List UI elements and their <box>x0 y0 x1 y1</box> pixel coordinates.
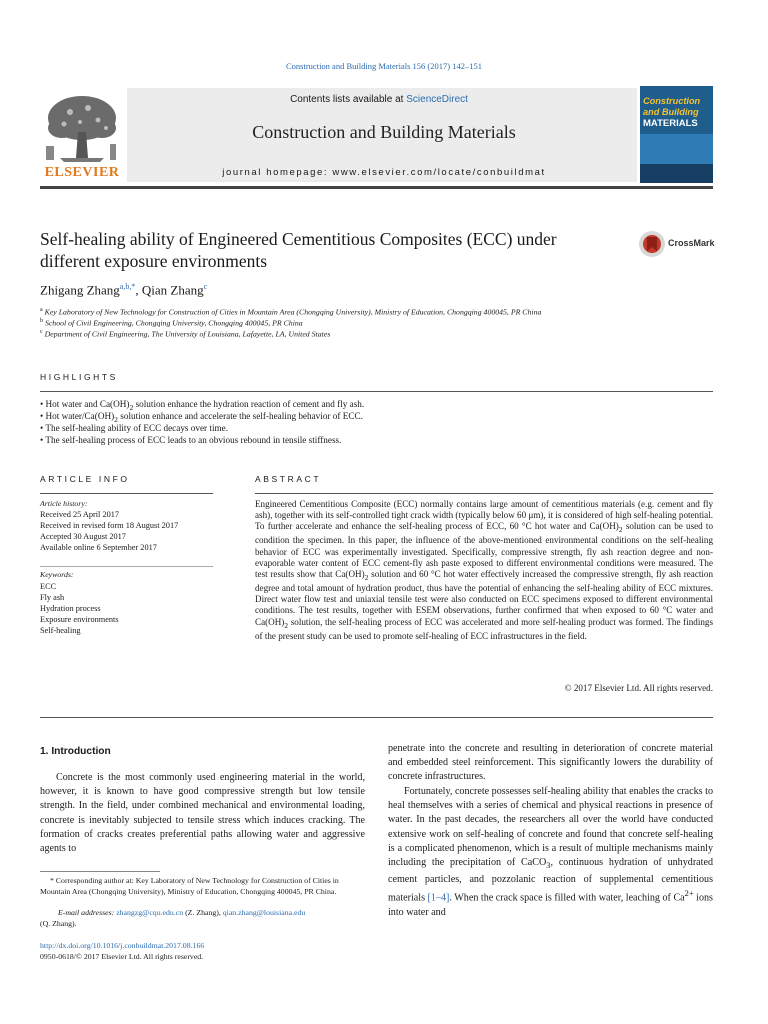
cover-band <box>640 134 713 164</box>
homepage-url-link[interactable]: www.elsevier.com/locate/conbuildmat <box>332 167 546 178</box>
section-heading-introduction: 1. Introduction <box>40 746 111 757</box>
email-link[interactable]: zhangzg@cqu.edu.cn <box>116 908 184 917</box>
crossmark-button[interactable] <box>638 229 714 259</box>
footnote-text: Corresponding author at: Key Laboratory of New Technology for Construction of Cities in Mountain Area (Chongqing University), Ministry of Education, Chongqing 400045, PR China. <box>40 876 339 896</box>
corresponding-mark[interactable]: * <box>131 282 136 291</box>
reference-link[interactable]: [1–4] <box>427 892 450 904</box>
keyword: ECC <box>40 582 57 591</box>
article-title-line: different exposure environments <box>40 251 268 271</box>
footnote-corresponding <box>40 876 365 897</box>
author-affiliation-marks[interactable]: c <box>203 282 208 291</box>
history-label: Article history: <box>40 499 88 508</box>
highlights-heading: HIGHLIGHTS <box>40 372 118 382</box>
history-item: Received in revised form 18 August 2017 <box>40 521 179 530</box>
divider <box>40 717 713 718</box>
history-list <box>40 509 215 553</box>
header-rule <box>40 186 713 189</box>
keyword: Exposure environments <box>40 615 119 624</box>
paragraph-segment: ions into water and <box>388 892 713 918</box>
highlight-text: Hot water/Ca(OH) <box>45 411 115 421</box>
article-title-line: Self-healing ability of Engineered Cementitious Composites (ECC) under <box>40 229 557 249</box>
abstract-text <box>255 499 713 642</box>
highlight-item: • The self-healing ability of ECC decays over time. <box>40 423 229 433</box>
contents-prefix: Contents lists available at <box>290 94 407 105</box>
cover-band-dark <box>640 164 713 183</box>
divider <box>40 493 213 494</box>
intro-paragraph: Concrete is the most commonly used engineering material in the world, however, it is known to have good compressive strength but low tensile strength. In the field, under combined mechanical and environmental loading, concrete is inevitably subjected to tensile stress which induces cracking. The formation of cracks creates preferential paths allowing water and aggressive agents to <box>40 772 365 855</box>
cover-title-line: Construction <box>643 96 701 106</box>
affiliation <box>40 329 330 339</box>
author-list <box>40 282 207 298</box>
journal-citation[interactable]: Construction and Building Materials 156 (2017) 142–151 <box>286 61 482 71</box>
keyword: Self-healing <box>40 626 81 635</box>
cover-title-line: and Building <box>643 107 699 117</box>
affiliation-mark: b <box>40 318 43 324</box>
email-owner: (Q. Zhang). <box>40 918 77 928</box>
abstract-segment: Engineered Cementitious Composite (ECC) normally contains large amount of cementitious materials (e.g. cement and fly ash), together with its self-controlled tight crack width (typically below 60 μm), it is considered of high self-healing potential. To further accelerate and enhance the self-healing process of ECC, 60 °C hot water and Ca(OH) <box>255 499 713 532</box>
history-item: Available online 6 September 2017 <box>40 543 157 552</box>
affiliation-text: Key Laboratory of New Technology for Construction of Cities in Mountain Area (Chongqing University), Ministry of Education, Chongqing 400045, PR China <box>44 307 542 317</box>
subscript: 2 <box>364 572 369 582</box>
crossmark-label: CrossMark <box>668 238 715 248</box>
highlight-item: • Hot water and $Ca(OH)_2$ solution enhance the hydration reaction of cement and fly ash. <box>40 399 365 412</box>
issn-line: 0950-0618/© 2017 Elsevier Ltd. All rights reserved. <box>40 952 204 961</box>
homepage-prefix: journal homepage: <box>222 167 333 178</box>
affiliation <box>40 318 303 328</box>
highlight-text: The self-healing process of ECC leads to an obvious rebound in tensile stiffness. <box>45 435 342 445</box>
history-item: Accepted 30 August 2017 <box>40 532 126 541</box>
doi-link[interactable] <box>40 941 365 952</box>
journal-cover-thumbnail[interactable] <box>640 86 713 183</box>
footnote-mark: * <box>50 876 54 885</box>
abstract-segment: solution and 60 °C hot water effectively increased the compressive strength, fly ash reaction degree and total amount of hydration product, thus have the potential of enhancing the self-healing ability of ECC mixtures. Direct water flow test and uniaxial tensile test were also conducted on ECC specimens exposed to different environmental conditions. The test results, together with ESEM observations, further confirmed that when exposed to 60 °C water and Ca(OH) <box>255 569 714 627</box>
affiliation-text: Department of Civil Engineering, The University of Louisiana, Lafayette, LA, United States <box>44 329 331 339</box>
email-label: E-mail addresses: <box>58 908 117 917</box>
superscript: 2+ <box>684 889 694 899</box>
highlight-text: Hot water and Ca(OH) <box>45 399 130 409</box>
affiliation-mark: c <box>40 329 43 335</box>
keyword: Fly ash <box>40 593 65 602</box>
paragraph-segment: Fortunately, concrete possesses self-healing ability that enables the cracks to heal themselves with a series of chemical and physical reactions in presence of water. In the past decades, the researchers all over the world have conducted extensive work on self-healing of concrete and found that concrete self-healing is a complicated phenomenon, which is a result of multiple mechanisms mainly including the precipitation of CaCO <box>388 786 713 869</box>
footnote-emails <box>40 908 365 929</box>
article-title <box>40 228 630 272</box>
affiliation-mark: a <box>40 307 43 313</box>
affiliation <box>40 307 541 317</box>
paragraph-segment: , continuous hydration of unhydrated cement particles, and pozzolanic reaction of supplemental cementitious materials <box>388 857 713 904</box>
journal-homepage <box>130 167 638 178</box>
history-item: Received 25 April 2017 <box>40 510 120 519</box>
intro-paragraph <box>388 785 713 920</box>
keywords-label: Keywords: <box>40 570 74 579</box>
divider <box>40 391 713 392</box>
author-affiliation-marks[interactable] <box>120 282 136 291</box>
affiliation-text: School of Civil Engineering, Chongqing University, Chongqing 400045, PR China <box>44 318 303 328</box>
paragraph-segment: . When the crack space is filled with water, leaching of Ca <box>449 892 685 904</box>
intro-paragraph: penetrate into the concrete and resulting in deterioration of concrete material and embedded steel reinforcement. This significantly lowers the durability of concrete infrastructures. <box>388 743 713 783</box>
elsevier-wordmark[interactable]: ELSEVIER <box>44 165 120 180</box>
abstract-heading: ABSTRACT <box>255 474 322 484</box>
subscript: 2 <box>284 620 289 630</box>
keyword: Hydration process <box>40 604 101 613</box>
highlight-text: solution enhance the hydration reaction of cement and fly ash. <box>133 399 365 409</box>
divider <box>40 566 213 567</box>
author-name: Zhigang Zhang <box>40 282 120 298</box>
highlight-text: The self-healing ability of ECC decays over time. <box>45 423 229 433</box>
abstract-segment: solution, the self-healing process of ECC was accelerated and more self-healing product was formed. The findings of the present study can be used to promote self-healing of ECC infrastructures in the field. <box>255 616 713 641</box>
email-link[interactable]: qian.zhang@louisiana.edu <box>222 908 306 917</box>
abstract-segment: solution can be used to condition the specimen. In this paper, the influence of the above-mentioned environmental conditions on the self-healing behavior of ECC was experimentally investigated. Specifically, compressive strength, fly ash reaction degree and non-evaporable water content of ECC cement-fly ash paste exposed to different environmental conditions were measured. The test results show that Ca(OH) <box>255 521 713 580</box>
subscript: 2 <box>114 414 118 424</box>
email-owner: (Z. Zhang), <box>183 908 223 917</box>
highlight-text: solution enhance and accelerate the self-healing behavior of ECC. <box>117 411 363 421</box>
highlight-item: • The self-healing process of ECC leads to an obvious rebound in tensile stiffness. <box>40 435 342 445</box>
doi-url[interactable]: http://dx.doi.org/10.1016/j.conbuildmat.2017.08.166 <box>40 941 205 950</box>
crossmark-icon <box>638 229 666 259</box>
abstract-copyright: © 2017 Elsevier Ltd. All rights reserved. <box>564 683 713 693</box>
footnote-rule <box>40 871 160 872</box>
subscript: 2 <box>618 525 623 535</box>
divider <box>255 493 713 494</box>
highlight-item: • Hot water/$Ca(OH)_2$ solution enhance and accelerate the self-healing behavior of ECC. <box>40 411 363 424</box>
cover-title <box>643 96 711 129</box>
cover-title-line: MATERIALS <box>643 118 698 129</box>
contents-line <box>250 94 508 105</box>
sciencedirect-link[interactable]: ScienceDirect <box>406 94 468 105</box>
article-info-heading: ARTICLE INFO <box>40 474 130 484</box>
author-separator: , <box>135 282 142 298</box>
author-name: Qian Zhang <box>141 282 204 298</box>
keyword-list <box>40 581 215 636</box>
journal-title: Construction and Building Materials <box>252 122 516 142</box>
subscript: 3 <box>546 861 551 871</box>
subscript: 2 <box>129 402 134 412</box>
affiliation-marks[interactable]: a,b, <box>119 282 132 291</box>
